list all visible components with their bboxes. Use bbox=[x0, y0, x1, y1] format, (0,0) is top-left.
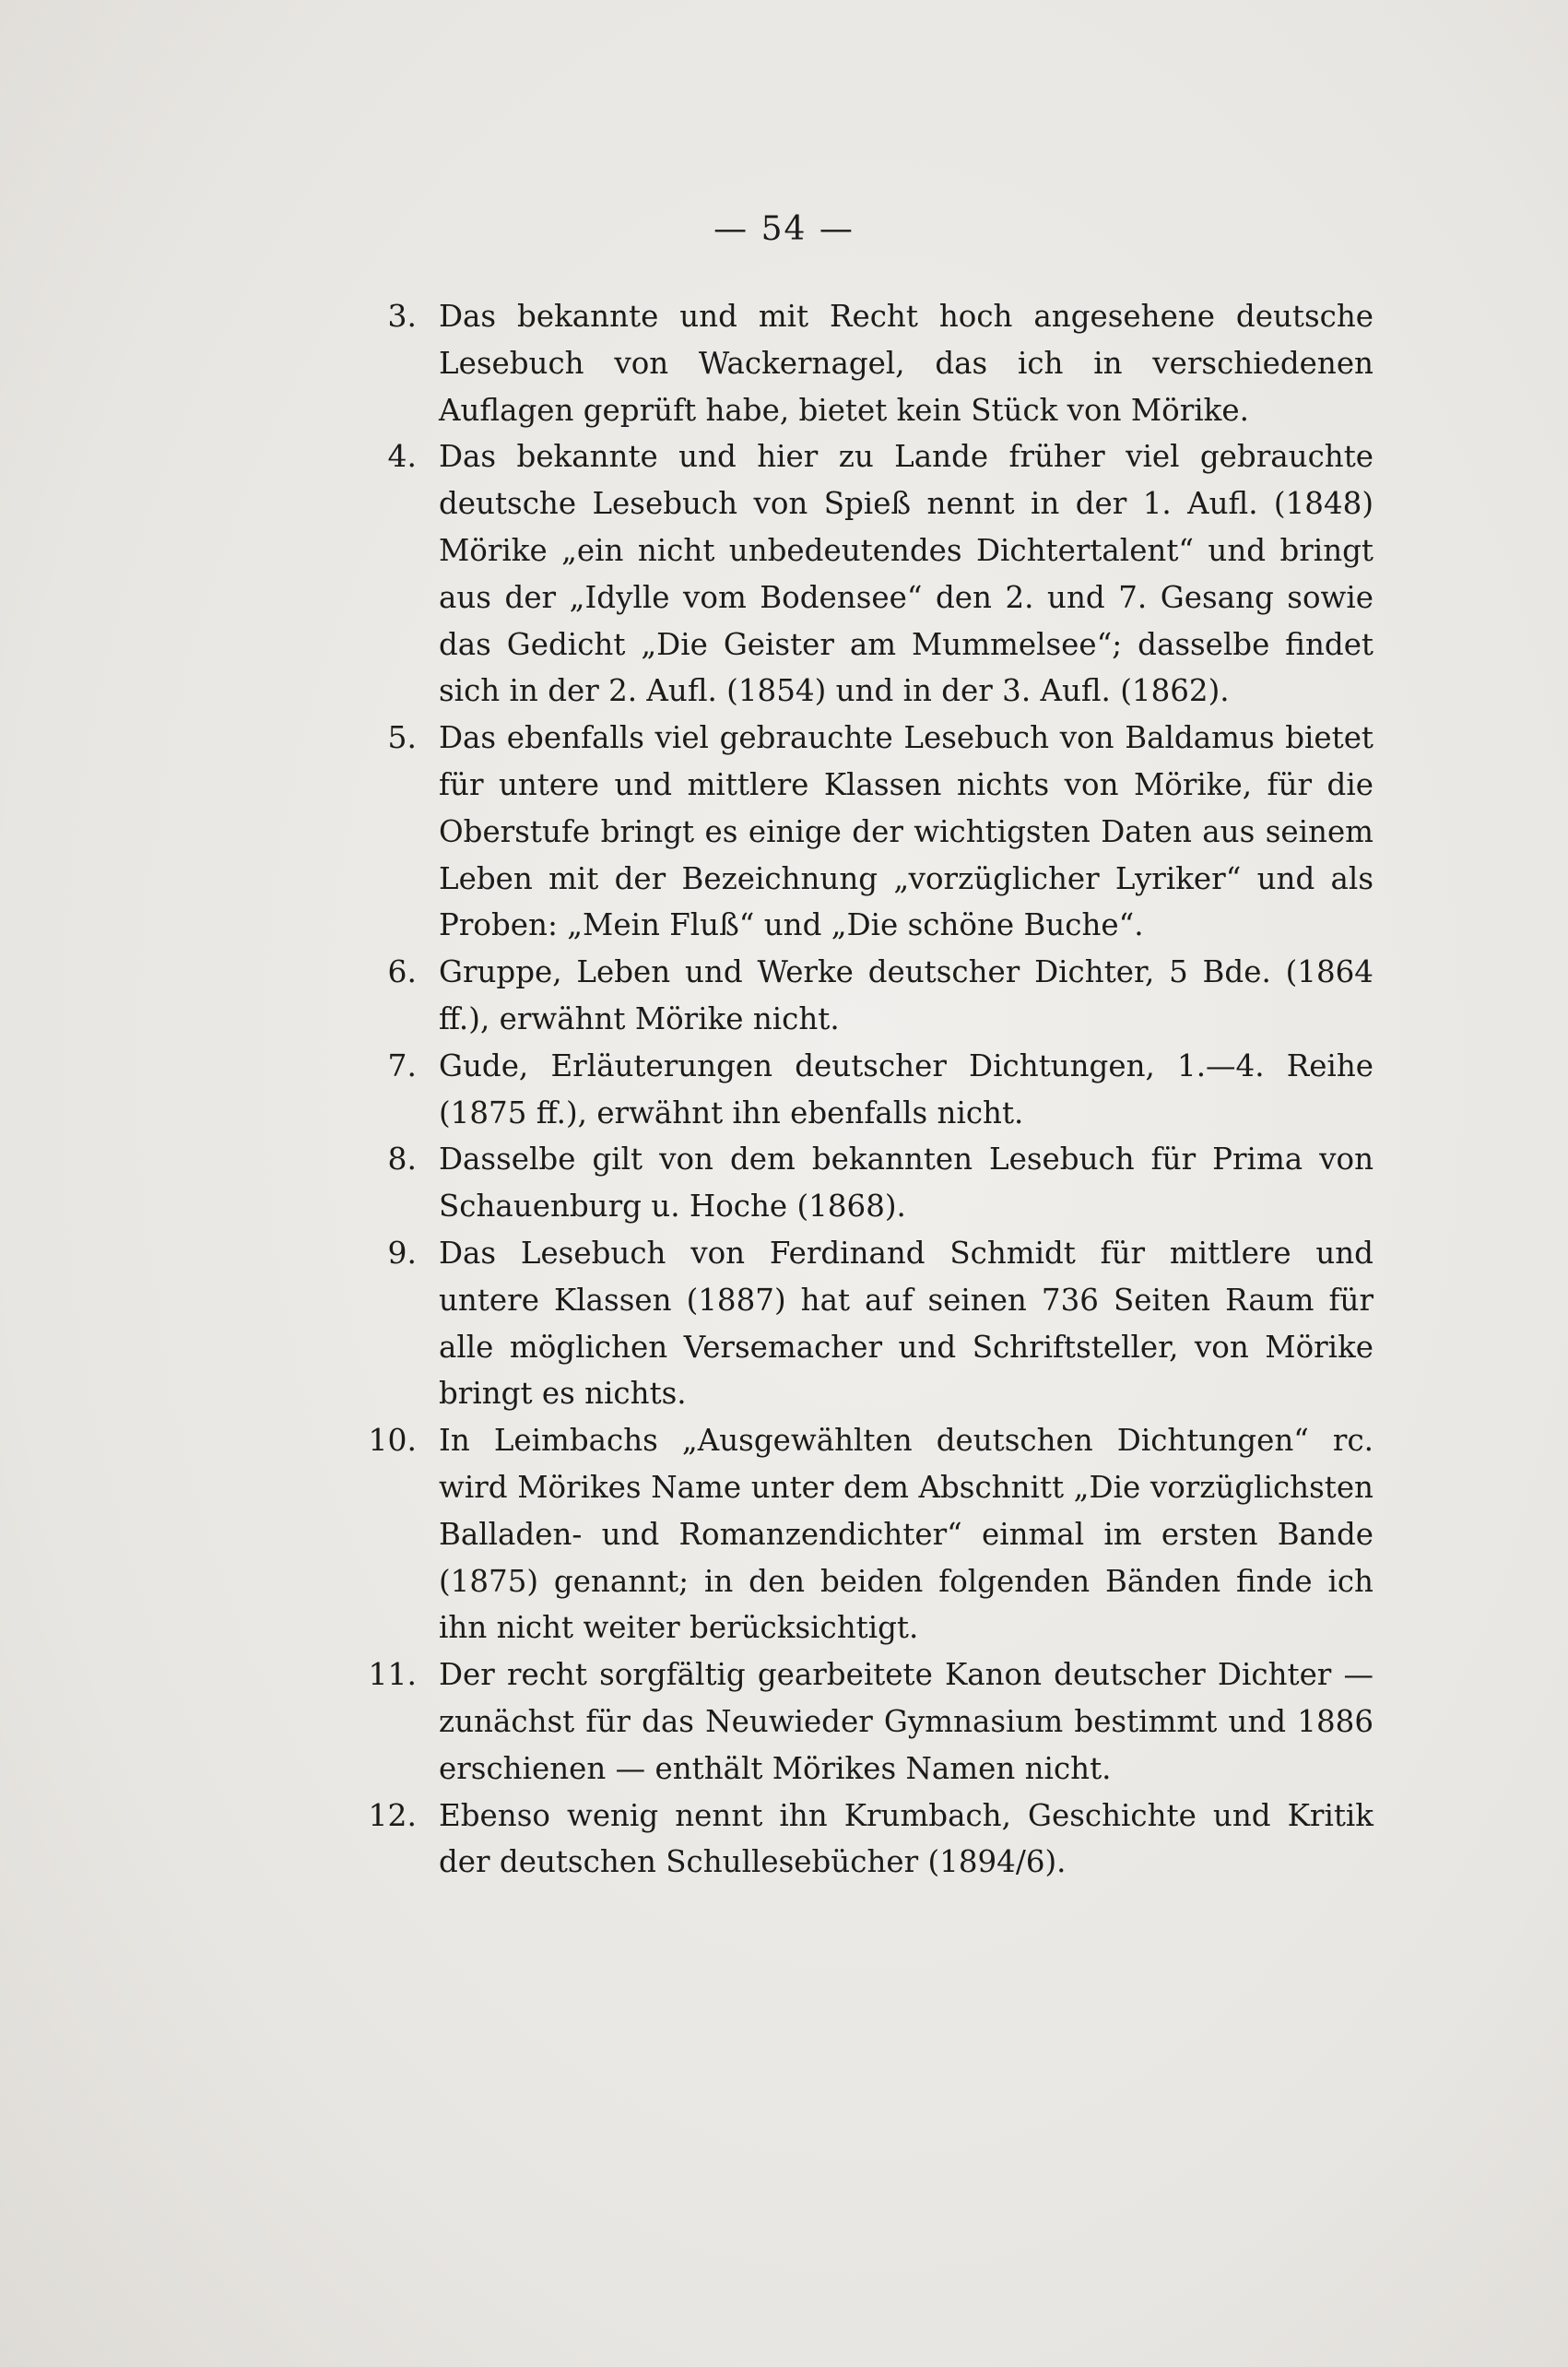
item-number: 6. bbox=[387, 953, 417, 990]
item-text: Das ebenfalls viel gebrauchte Lesebuch von Baldamus bietet für untere und mittlere Klassen nichts von Mörike, für die Oberstufe bringt es einige der wichtigsten Daten aus seinem Leben mit der Bezeichnung „vorzüglicher Lyriker“ und als Proben: „Mein Fluß“ und „Die schöne Buche“. bbox=[439, 720, 1373, 943]
item-number: 5. bbox=[387, 719, 417, 756]
item-number: 9. bbox=[387, 1234, 417, 1271]
item-number: 11. bbox=[368, 1656, 417, 1693]
item-text: In Leimbachs „Ausgewählten deutschen Dichtungen“ rc. wird Mörikes Name unter dem Abschnitt „Die vorzüglichsten Balladen- und Romanzendichter“ einmal im ersten Bande (1875) genannt; in den beiden folgenden Bänden finde ich ihn nicht weiter berücksichtigt. bbox=[439, 1423, 1373, 1646]
list-item bbox=[350, 715, 1373, 949]
list-item bbox=[350, 1230, 1373, 1417]
page-number: — 54 — bbox=[713, 210, 855, 248]
item-number: 10. bbox=[368, 1422, 417, 1459]
item-number: 12. bbox=[368, 1796, 417, 1833]
item-text: Das bekannte und mit Recht hoch angesehene deutsche Lesebuch von Wackernagel, das ich in verschiedenen Auflagen geprüft habe, bietet kein Stück von Mörike. bbox=[439, 299, 1373, 428]
list-item bbox=[350, 293, 1373, 433]
item-text: Das Lesebuch von Ferdinand Schmidt für mittlere und untere Klassen (1887) hat auf seinen 736 Seiten Raum für alle möglichen Versemacher und Schriftsteller, von Mörike bringt es nichts. bbox=[439, 1235, 1373, 1412]
item-text: Gude, Erläuterungen deutscher Dichtungen, 1.—4. Reihe (1875 ff.), erwähnt ihn ebenfalls nicht. bbox=[439, 1047, 1373, 1130]
item-number: 8. bbox=[387, 1141, 417, 1178]
item-text: Das bekannte und hier zu Lande früher viel gebrauchte deutsche Lesebuch von Spieß nennt in der 1. Aufl. (1848) Mörike „ein nicht unbedeutendes Dichtertalent“ und bringt aus der „Idylle vom Bodensee“ den 2. und 7. Gesang sowie das Gedicht „Die Geister am Mummelsee“; dasselbe findet sich in der 2. Aufl. (1854) und in der 3. Aufl. (1862). bbox=[439, 439, 1373, 709]
list-item bbox=[350, 433, 1373, 715]
item-number: 7. bbox=[387, 1047, 417, 1083]
list-item bbox=[350, 1793, 1373, 1887]
item-text: Der recht sorgfältig gearbeitete Kanon deutscher Dichter — zunächst für das Neuwieder Gymnasium bestimmt und 1886 erschienen — enthält Mörikes Namen nicht. bbox=[439, 1657, 1373, 1786]
item-text: Ebenso wenig nennt ihn Krumbach, Geschichte und Kritik der deutschen Schullesebücher (1894/6). bbox=[439, 1797, 1373, 1880]
list-item bbox=[350, 1417, 1373, 1651]
item-number: 3. bbox=[387, 298, 417, 334]
item-text: Gruppe, Leben und Werke deutscher Dichter, 5 Bde. (1864 ff.), erwähnt Mörike nicht. bbox=[439, 954, 1373, 1036]
numbered-list bbox=[350, 293, 1373, 1886]
list-item bbox=[350, 1136, 1373, 1230]
list-item bbox=[350, 1043, 1373, 1137]
item-text: Dasselbe gilt von dem bekannten Lesebuch für Prima von Schauenburg u. Hoche (1868). bbox=[439, 1142, 1373, 1225]
item-number: 4. bbox=[387, 438, 417, 475]
list-item bbox=[350, 949, 1373, 1043]
list-item bbox=[350, 1651, 1373, 1792]
